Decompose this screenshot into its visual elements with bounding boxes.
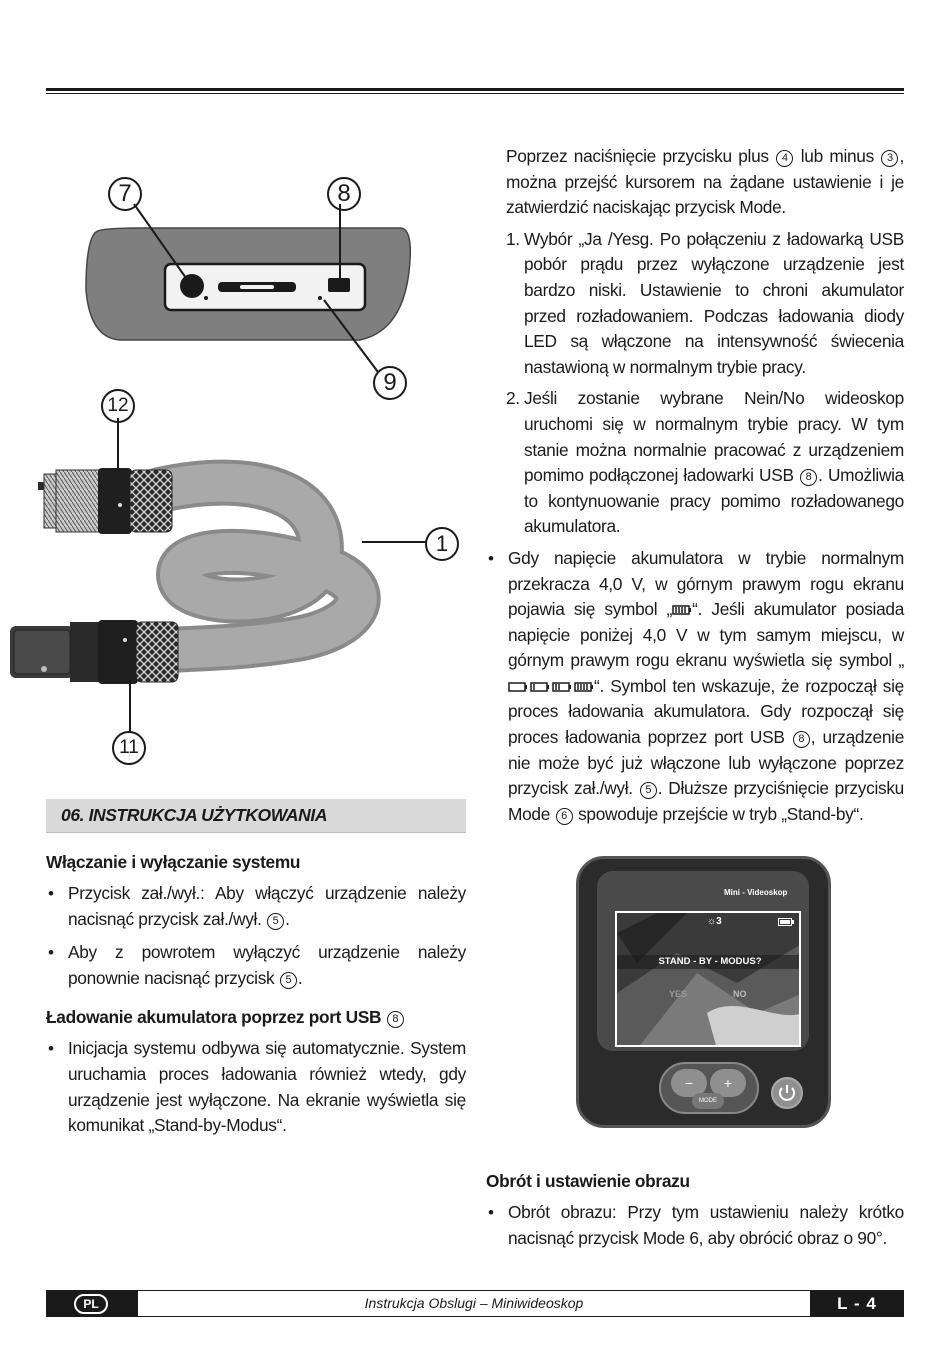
screen-image	[617, 913, 801, 1047]
page-number: L - 4	[810, 1290, 904, 1317]
button-ref-3: 3	[881, 150, 898, 167]
section-title: 06. INSTRUKCJA UŻYTKOWANIA	[61, 805, 328, 825]
callout-12: 12	[101, 389, 135, 423]
callout-1: 1	[425, 527, 459, 561]
section-bar	[46, 799, 466, 833]
list-item: • Obrót obrazu: Przy tym ustawieniu należy krótko nacisnąć przycisk Mode 6, aby obrócić obraz o 90°.	[486, 1200, 904, 1251]
port-ref-8: 8	[800, 469, 817, 486]
port-ref-8: 8	[793, 731, 810, 748]
paragraph-cursor: Poprzez naciśnięcie przycisku plus 4 lub minus 3 , można przejść kursorem na żądane ustawienie i je zatwierdzić naciskając przycisk Mode.	[506, 146, 904, 218]
device-parts-figure	[0, 160, 480, 780]
heading-power: Włączanie i wyłączanie systemu	[46, 852, 301, 872]
numbered-item-2: 2. Jeśli zostanie wybrane Nein/No wideoskop uruchomi się w normalnym trybie pracy. W tym stanie można normalnie pracować z urządzeniem pomimo podłączonej ładowarki USB 8 . Umożliwia to kontynuowanie pracy pomimo rozładowanego akumulatora.	[506, 388, 904, 537]
callout-7: 7	[108, 177, 142, 211]
list-item: • Aby z powrotem wyłączyć urządzenie należy ponownie nacisnąć przycisk 5 .	[46, 940, 466, 991]
footer-lang-block	[46, 1290, 138, 1317]
power-button[interactable]	[771, 1077, 803, 1109]
page-footer	[46, 1290, 904, 1317]
battery-icon	[778, 918, 794, 926]
option-no[interactable]: NO	[733, 989, 747, 999]
callout-8: 8	[327, 177, 361, 211]
callout-11: 11	[112, 731, 146, 765]
button-ref-5: 5	[267, 913, 284, 930]
mode-button[interactable]: MODE	[692, 1093, 724, 1109]
battery-full-icon	[672, 605, 692, 615]
top-rule	[46, 88, 904, 91]
list-item: • Inicjacja systemu odbywa się automatycznie. System uruchamia proces ładowania również wtedy, gdy urządzenie jest wyłączone. Na ekranie wyświetla się komunikat „Stand-by-Modus“.	[46, 1036, 466, 1138]
button-ref-4: 4	[776, 150, 793, 167]
power-icon	[773, 1079, 801, 1107]
heading-rotation: Obrót i ustawienie obrazu	[486, 1171, 690, 1191]
lower-coupling	[98, 620, 138, 684]
brightness-indicator: ☼3	[707, 916, 722, 927]
device-screen	[615, 911, 801, 1047]
minus-button[interactable]: −	[671, 1069, 707, 1097]
upper-coupling	[98, 468, 132, 534]
usb-port	[328, 278, 350, 292]
heading-charging: Ładowanie akumulatora poprzez port USB 8	[46, 1007, 466, 1028]
battery-charging-icon	[508, 682, 594, 692]
port-ref-8: 8	[387, 1011, 404, 1028]
list-item-battery: • Gdy napięcie akumulatora w trybie normalnym przekracza 4,0 V, w górnym prawym rogu ekranu pojawia się symbol „ “. Jeśli akumulator posiada napięcie poniżej 4,0 V w tym samym miejscu, w górnym prawym rogu ekranu wyświetla się symbol „“. Symbol ten wskazuje, że rozpoczął się proces ładowania akumulatora. Gdy rozpoczął się proces ładowania poprzez port USB 8 , urządzenie nie może być już włączone lub wyłączone poprzez przycisk zał./wył. 5 . Dłuższe przyciśnięcie przycisku Mode 6 spowoduje przejście w tryb „Stand-by“.	[486, 546, 904, 828]
numbered-item-1: 1. Wybór „Ja /Yesg. Po połączeniu z ładowarką USB pobór prądu przez wyłączone urządzenie jest bardzo niski. Ustawienie to chroni akumulator przed rozładowaniem. Podczas ładowania diody LED są włączone na intensywność świecenia nastawioną w normalnym trybie pracy.	[506, 228, 904, 377]
language-badge: PL	[74, 1294, 108, 1314]
footer-title: Instrukcja Obslugi – Miniwideoskop	[138, 1290, 810, 1317]
standby-prompt: STAND - BY - MODUS?	[658, 956, 762, 967]
button-ref-6: 6	[556, 808, 573, 825]
button-ref-5: 5	[280, 972, 297, 989]
device-front	[576, 856, 831, 1128]
callout-9: 9	[373, 366, 407, 400]
list-item: • Przycisk zał./wył.: Aby włączyć urządzenie należy nacisnąć przycisk zał./wył. 5 .	[46, 881, 466, 932]
power-jack	[180, 274, 204, 298]
plus-button[interactable]: +	[710, 1069, 746, 1097]
top-rule-thin	[46, 93, 904, 94]
option-yes[interactable]: YES	[669, 989, 688, 999]
device-brand-label: Mini - Videoskop	[724, 888, 788, 897]
button-ref-5: 5	[640, 782, 657, 799]
